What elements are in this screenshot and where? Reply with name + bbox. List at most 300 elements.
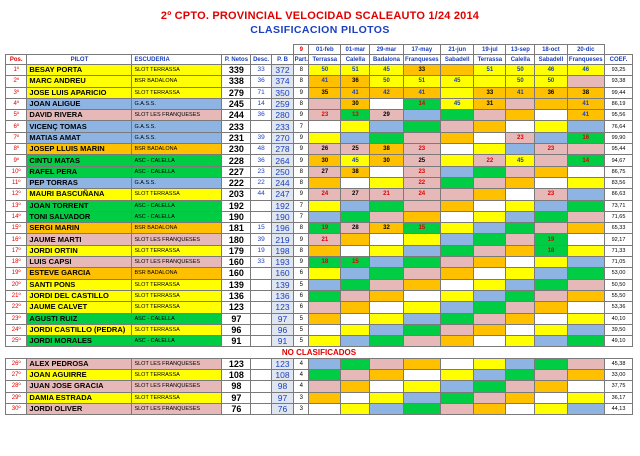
position-cell: 21º xyxy=(6,290,27,301)
race-points: 30 xyxy=(309,155,341,166)
race-points xyxy=(474,211,506,222)
race-points: 23 xyxy=(403,144,441,155)
race-points xyxy=(370,200,403,211)
race-points xyxy=(506,166,535,177)
race-points: 36 xyxy=(341,76,370,87)
race-points xyxy=(535,223,567,234)
race-points xyxy=(403,110,441,121)
pilot-name: JAUME MARTI xyxy=(27,234,132,245)
discount-points xyxy=(251,392,271,403)
race-points xyxy=(341,200,370,211)
gross-points: 372 xyxy=(271,65,294,76)
team-name: G.A.S.S. xyxy=(132,177,222,188)
race-points xyxy=(567,336,605,347)
pilot-name: DAVID RIVERA xyxy=(27,110,132,121)
discount-points: 71 xyxy=(251,87,271,98)
participations: 9 xyxy=(294,110,309,121)
race-points: 16 xyxy=(567,132,605,143)
table-row xyxy=(6,189,633,200)
header-venue: Sabadell xyxy=(535,55,567,65)
position-cell: 24º xyxy=(6,324,27,335)
table-row xyxy=(6,166,633,177)
race-points xyxy=(370,403,403,414)
race-points: 21 xyxy=(370,189,403,200)
net-points: 123 xyxy=(222,358,251,369)
race-points xyxy=(567,381,605,392)
pilot-name: SERGI MARIN xyxy=(27,223,132,234)
position-cell: 1º xyxy=(6,65,27,76)
net-points: 76 xyxy=(222,403,251,414)
race-points xyxy=(506,121,535,132)
team-name: SLOT TERRASSA xyxy=(132,87,222,98)
participations: 8 xyxy=(294,166,309,177)
race-points xyxy=(474,392,506,403)
race-points xyxy=(474,132,506,143)
table-row xyxy=(6,290,633,301)
gross-points: 97 xyxy=(271,313,294,324)
race-points: 32 xyxy=(370,223,403,234)
race-points xyxy=(506,98,535,109)
race-points xyxy=(341,279,370,290)
discount-points: 19 xyxy=(251,245,271,256)
table-row xyxy=(6,65,633,76)
net-points: 279 xyxy=(222,87,251,98)
race-points xyxy=(403,290,441,301)
race-points xyxy=(474,324,506,335)
race-points: 38 xyxy=(567,87,605,98)
participations: 8 xyxy=(294,223,309,234)
race-points xyxy=(474,177,506,188)
race-points xyxy=(341,381,370,392)
team-name: SLOT TERRASSA xyxy=(132,302,222,313)
race-points xyxy=(403,245,441,256)
table-row xyxy=(6,121,633,132)
race-points xyxy=(370,392,403,403)
race-points xyxy=(370,177,403,188)
race-points xyxy=(567,370,605,381)
race-points xyxy=(370,381,403,392)
header-discount: Desc. xyxy=(251,55,271,65)
race-points: 51 xyxy=(403,76,441,87)
standings-table xyxy=(5,44,633,415)
standings-body xyxy=(6,65,633,415)
race-points xyxy=(441,290,474,301)
pilot-name: JORDI OLIVER xyxy=(27,403,132,414)
participations: 9 xyxy=(294,189,309,200)
coefficient: 86,75 xyxy=(605,166,633,177)
race-points xyxy=(535,155,567,166)
race-points xyxy=(506,290,535,301)
race-points xyxy=(309,302,341,313)
participations: 8 xyxy=(294,177,309,188)
table-row xyxy=(6,403,633,414)
race-points xyxy=(535,268,567,279)
race-points: 41 xyxy=(309,76,341,87)
race-points xyxy=(370,336,403,347)
race-points xyxy=(441,166,474,177)
race-points xyxy=(506,177,535,188)
race-points xyxy=(506,110,535,121)
net-points: 97 xyxy=(222,392,251,403)
gross-points: 219 xyxy=(271,234,294,245)
discount-points xyxy=(251,200,271,211)
race-points xyxy=(474,234,506,245)
race-points xyxy=(341,302,370,313)
race-points xyxy=(506,358,535,369)
race-points xyxy=(403,358,441,369)
race-points xyxy=(567,121,605,132)
team-name: SLOT TERRASSA xyxy=(132,290,222,301)
race-points xyxy=(441,144,474,155)
race-points xyxy=(403,313,441,324)
pilot-name: JOAN TORRENT xyxy=(27,200,132,211)
participations: 4 xyxy=(294,370,309,381)
race-points xyxy=(309,336,341,347)
position-cell: 7º xyxy=(6,132,27,143)
race-points xyxy=(370,324,403,335)
race-points xyxy=(370,302,403,313)
pilot-name: VICENÇ TOMAS xyxy=(27,121,132,132)
gross-points: 139 xyxy=(271,279,294,290)
participations: 8 xyxy=(294,65,309,76)
race-points xyxy=(441,302,474,313)
position-cell: 25º xyxy=(6,336,27,347)
participations: 5 xyxy=(294,279,309,290)
coefficient: 71,65 xyxy=(605,211,633,222)
race-points xyxy=(535,98,567,109)
race-points xyxy=(341,336,370,347)
race-points xyxy=(309,279,341,290)
table-row xyxy=(6,211,633,222)
net-points: 203 xyxy=(222,189,251,200)
race-points xyxy=(506,279,535,290)
race-points xyxy=(474,121,506,132)
coefficient: 83,56 xyxy=(605,177,633,188)
race-points xyxy=(370,358,403,369)
race-points xyxy=(370,290,403,301)
gross-points: 76 xyxy=(271,403,294,414)
header-participations: Part. xyxy=(294,56,308,63)
pilot-name: ESTEVE GARCIA xyxy=(27,268,132,279)
race-points xyxy=(535,381,567,392)
participations: 9 xyxy=(294,144,309,155)
race-points xyxy=(341,245,370,256)
race-points: 30 xyxy=(370,155,403,166)
header-date: 19-jul xyxy=(474,45,506,55)
team-name: BSR BADALONA xyxy=(132,76,222,87)
team-name: G.A.S.S. xyxy=(132,121,222,132)
pilot-name: BESAY PORTA xyxy=(27,65,132,76)
discount-points xyxy=(251,370,271,381)
net-points: 96 xyxy=(222,324,251,335)
team-name: SLOT TERRASSA xyxy=(132,279,222,290)
race-points: 22 xyxy=(403,177,441,188)
race-points xyxy=(567,302,605,313)
race-points xyxy=(567,245,605,256)
discount-points xyxy=(251,302,271,313)
race-points xyxy=(309,358,341,369)
race-points: 24 xyxy=(403,189,441,200)
net-points: 108 xyxy=(222,370,251,381)
race-points xyxy=(567,268,605,279)
race-points: 24 xyxy=(309,189,341,200)
net-points: 338 xyxy=(222,76,251,87)
net-points: 190 xyxy=(222,211,251,222)
net-points: 160 xyxy=(222,268,251,279)
discount-points: 14 xyxy=(251,98,271,109)
gross-points: 196 xyxy=(271,223,294,234)
pilot-name: JOAN AGUIRRE xyxy=(27,370,132,381)
race-points xyxy=(474,200,506,211)
race-points xyxy=(309,177,341,188)
race-points xyxy=(506,324,535,335)
discount-points: 48 xyxy=(251,144,271,155)
team-name: SLOT TERRASSA xyxy=(132,245,222,256)
race-points xyxy=(535,279,567,290)
position-cell: 27º xyxy=(6,370,27,381)
race-points: 13 xyxy=(341,110,370,121)
net-points: 160 xyxy=(222,257,251,268)
participations: 3 xyxy=(294,403,309,414)
position-cell: 29º xyxy=(6,392,27,403)
header-pos: Pos. xyxy=(6,55,27,65)
position-cell: 15º xyxy=(6,223,27,234)
race-points: 35 xyxy=(309,87,341,98)
race-points xyxy=(341,177,370,188)
net-points: 179 xyxy=(222,245,251,256)
race-points xyxy=(567,211,605,222)
team-name: ASC - CALELLA xyxy=(132,336,222,347)
participations: 6 xyxy=(294,268,309,279)
coefficient: 92,17 xyxy=(605,234,633,245)
race-points xyxy=(474,189,506,200)
race-points: 19 xyxy=(535,234,567,245)
net-points: 233 xyxy=(222,121,251,132)
coefficient: 99,44 xyxy=(605,87,633,98)
header-date: 18-oct xyxy=(535,45,567,55)
race-points: 42 xyxy=(370,87,403,98)
gross-points: 108 xyxy=(271,370,294,381)
race-points xyxy=(341,313,370,324)
race-points xyxy=(403,336,441,347)
race-points xyxy=(506,200,535,211)
race-points xyxy=(441,392,474,403)
race-points: 25 xyxy=(341,144,370,155)
race-points xyxy=(567,313,605,324)
position-cell: 13º xyxy=(6,200,27,211)
race-points: 22 xyxy=(474,155,506,166)
page-title: 2º CPTO. PROVINCIAL VELOCIDAD SCALEAUTO 1/24 2014 xyxy=(160,10,480,22)
race-points xyxy=(567,189,605,200)
race-points: 33 xyxy=(474,87,506,98)
race-points xyxy=(506,370,535,381)
position-cell: 4º xyxy=(6,98,27,109)
race-points: 36 xyxy=(535,87,567,98)
race-points xyxy=(567,290,605,301)
race-points: 27 xyxy=(309,166,341,177)
race-points xyxy=(441,177,474,188)
race-points: 41 xyxy=(567,98,605,109)
position-cell: 18º xyxy=(6,257,27,268)
table-row xyxy=(6,144,633,155)
team-name: ASC - CALELLA xyxy=(132,166,222,177)
race-points xyxy=(535,358,567,369)
pilot-name: JORDI MORALES xyxy=(27,336,132,347)
coefficient: 49,10 xyxy=(605,336,633,347)
team-name: G.A.S.S. xyxy=(132,132,222,143)
race-points xyxy=(474,370,506,381)
race-points xyxy=(441,223,474,234)
race-points xyxy=(506,223,535,234)
race-points xyxy=(403,403,441,414)
pilot-name: MARC ANDREU xyxy=(27,76,132,87)
table-row xyxy=(6,370,633,381)
pilot-name: MAURI BASCUÑANA xyxy=(27,189,132,200)
header-total-races: 9 xyxy=(294,45,309,55)
gross-points: 264 xyxy=(271,155,294,166)
race-points: 50 xyxy=(506,65,535,76)
race-points xyxy=(441,268,474,279)
race-points xyxy=(567,403,605,414)
race-points xyxy=(535,370,567,381)
table-row xyxy=(6,302,633,313)
race-points: 45 xyxy=(370,65,403,76)
race-points xyxy=(309,392,341,403)
race-points: 45 xyxy=(441,76,474,87)
race-points: 23 xyxy=(535,144,567,155)
discount-points: 33 xyxy=(251,65,271,76)
position-cell: 19º xyxy=(6,268,27,279)
table-row xyxy=(6,110,633,121)
gross-points: 193 xyxy=(271,257,294,268)
participations: 7 xyxy=(294,200,309,211)
pilot-name: CINTU MATAS xyxy=(27,155,132,166)
race-points xyxy=(309,313,341,324)
discount-points xyxy=(251,279,271,290)
team-name: BSR BADALONA xyxy=(132,223,222,234)
coefficient: 44,13 xyxy=(605,403,633,414)
race-points xyxy=(370,245,403,256)
race-points xyxy=(309,98,341,109)
race-points xyxy=(370,132,403,143)
coefficient: 33,00 xyxy=(605,370,633,381)
discount-points xyxy=(251,211,271,222)
position-cell: 12º xyxy=(6,189,27,200)
race-points xyxy=(567,76,605,87)
header-date: 21-jun xyxy=(441,45,474,55)
race-points xyxy=(441,324,474,335)
race-points: 23 xyxy=(506,132,535,143)
position-cell: 2º xyxy=(6,76,27,87)
discount-points: 44 xyxy=(251,189,271,200)
discount-points: 15 xyxy=(251,223,271,234)
race-points xyxy=(535,290,567,301)
race-points xyxy=(535,132,567,143)
team-name: SLOT TERRASSA xyxy=(132,65,222,76)
pilot-name: JORDI CASTILLO (PEDRA) xyxy=(27,324,132,335)
net-points: 192 xyxy=(222,200,251,211)
header-venue: Sabadell xyxy=(441,55,474,65)
race-points xyxy=(403,211,441,222)
participations: 9 xyxy=(294,132,309,143)
race-points: 19 xyxy=(309,223,341,234)
participations: 5 xyxy=(294,336,309,347)
race-points xyxy=(341,132,370,143)
pilot-name: ALEX PEDROSA xyxy=(27,358,132,369)
net-points: 91 xyxy=(222,336,251,347)
race-points xyxy=(309,370,341,381)
team-name: SLOT TERRASSA xyxy=(132,189,222,200)
race-points xyxy=(535,403,567,414)
page-subtitle: CLASIFICACION PILOTOS xyxy=(250,24,390,36)
position-cell: 28º xyxy=(6,381,27,392)
race-points xyxy=(535,211,567,222)
position-cell: 14º xyxy=(6,211,27,222)
race-points: 51 xyxy=(474,65,506,76)
race-points xyxy=(403,200,441,211)
race-points: 21 xyxy=(309,234,341,245)
gross-points: 259 xyxy=(271,98,294,109)
race-points xyxy=(370,98,403,109)
race-points xyxy=(341,392,370,403)
race-points xyxy=(309,200,341,211)
race-points xyxy=(506,245,535,256)
race-points xyxy=(370,268,403,279)
race-points xyxy=(474,110,506,121)
race-points xyxy=(441,370,474,381)
race-points xyxy=(441,336,474,347)
table-row xyxy=(6,245,633,256)
coefficient: 94,67 xyxy=(605,155,633,166)
race-points xyxy=(441,87,474,98)
table-row xyxy=(6,200,633,211)
header-date: 17-may xyxy=(403,45,441,55)
gross-points: 96 xyxy=(271,324,294,335)
race-points xyxy=(370,279,403,290)
coefficient: 71,33 xyxy=(605,245,633,256)
table-row xyxy=(6,324,633,335)
table-row xyxy=(6,234,633,245)
position-cell: 16º xyxy=(6,234,27,245)
race-points xyxy=(506,268,535,279)
race-points xyxy=(474,268,506,279)
header-venue: Badalona xyxy=(370,55,403,65)
participations: 6 xyxy=(294,290,309,301)
position-cell: 23º xyxy=(6,313,27,324)
race-points xyxy=(341,324,370,335)
race-points xyxy=(341,358,370,369)
team-name: BSR BADALONA xyxy=(132,268,222,279)
net-points: 98 xyxy=(222,381,251,392)
race-points: 23 xyxy=(535,189,567,200)
participations: 3 xyxy=(294,392,309,403)
race-points xyxy=(370,257,403,268)
race-points xyxy=(567,166,605,177)
race-points xyxy=(474,358,506,369)
net-points: 228 xyxy=(222,155,251,166)
race-points xyxy=(506,211,535,222)
header-team: ESCUDERIA xyxy=(132,55,222,65)
gross-points: 247 xyxy=(271,189,294,200)
header-venue: Calella xyxy=(341,55,370,65)
race-points: 38 xyxy=(370,144,403,155)
position-cell: 22º xyxy=(6,302,27,313)
header-date: 01-mar xyxy=(341,45,370,55)
coefficient: 93,25 xyxy=(605,65,633,76)
coefficient: 40,10 xyxy=(605,313,633,324)
race-points: 18 xyxy=(535,245,567,256)
coefficient: 53,00 xyxy=(605,268,633,279)
